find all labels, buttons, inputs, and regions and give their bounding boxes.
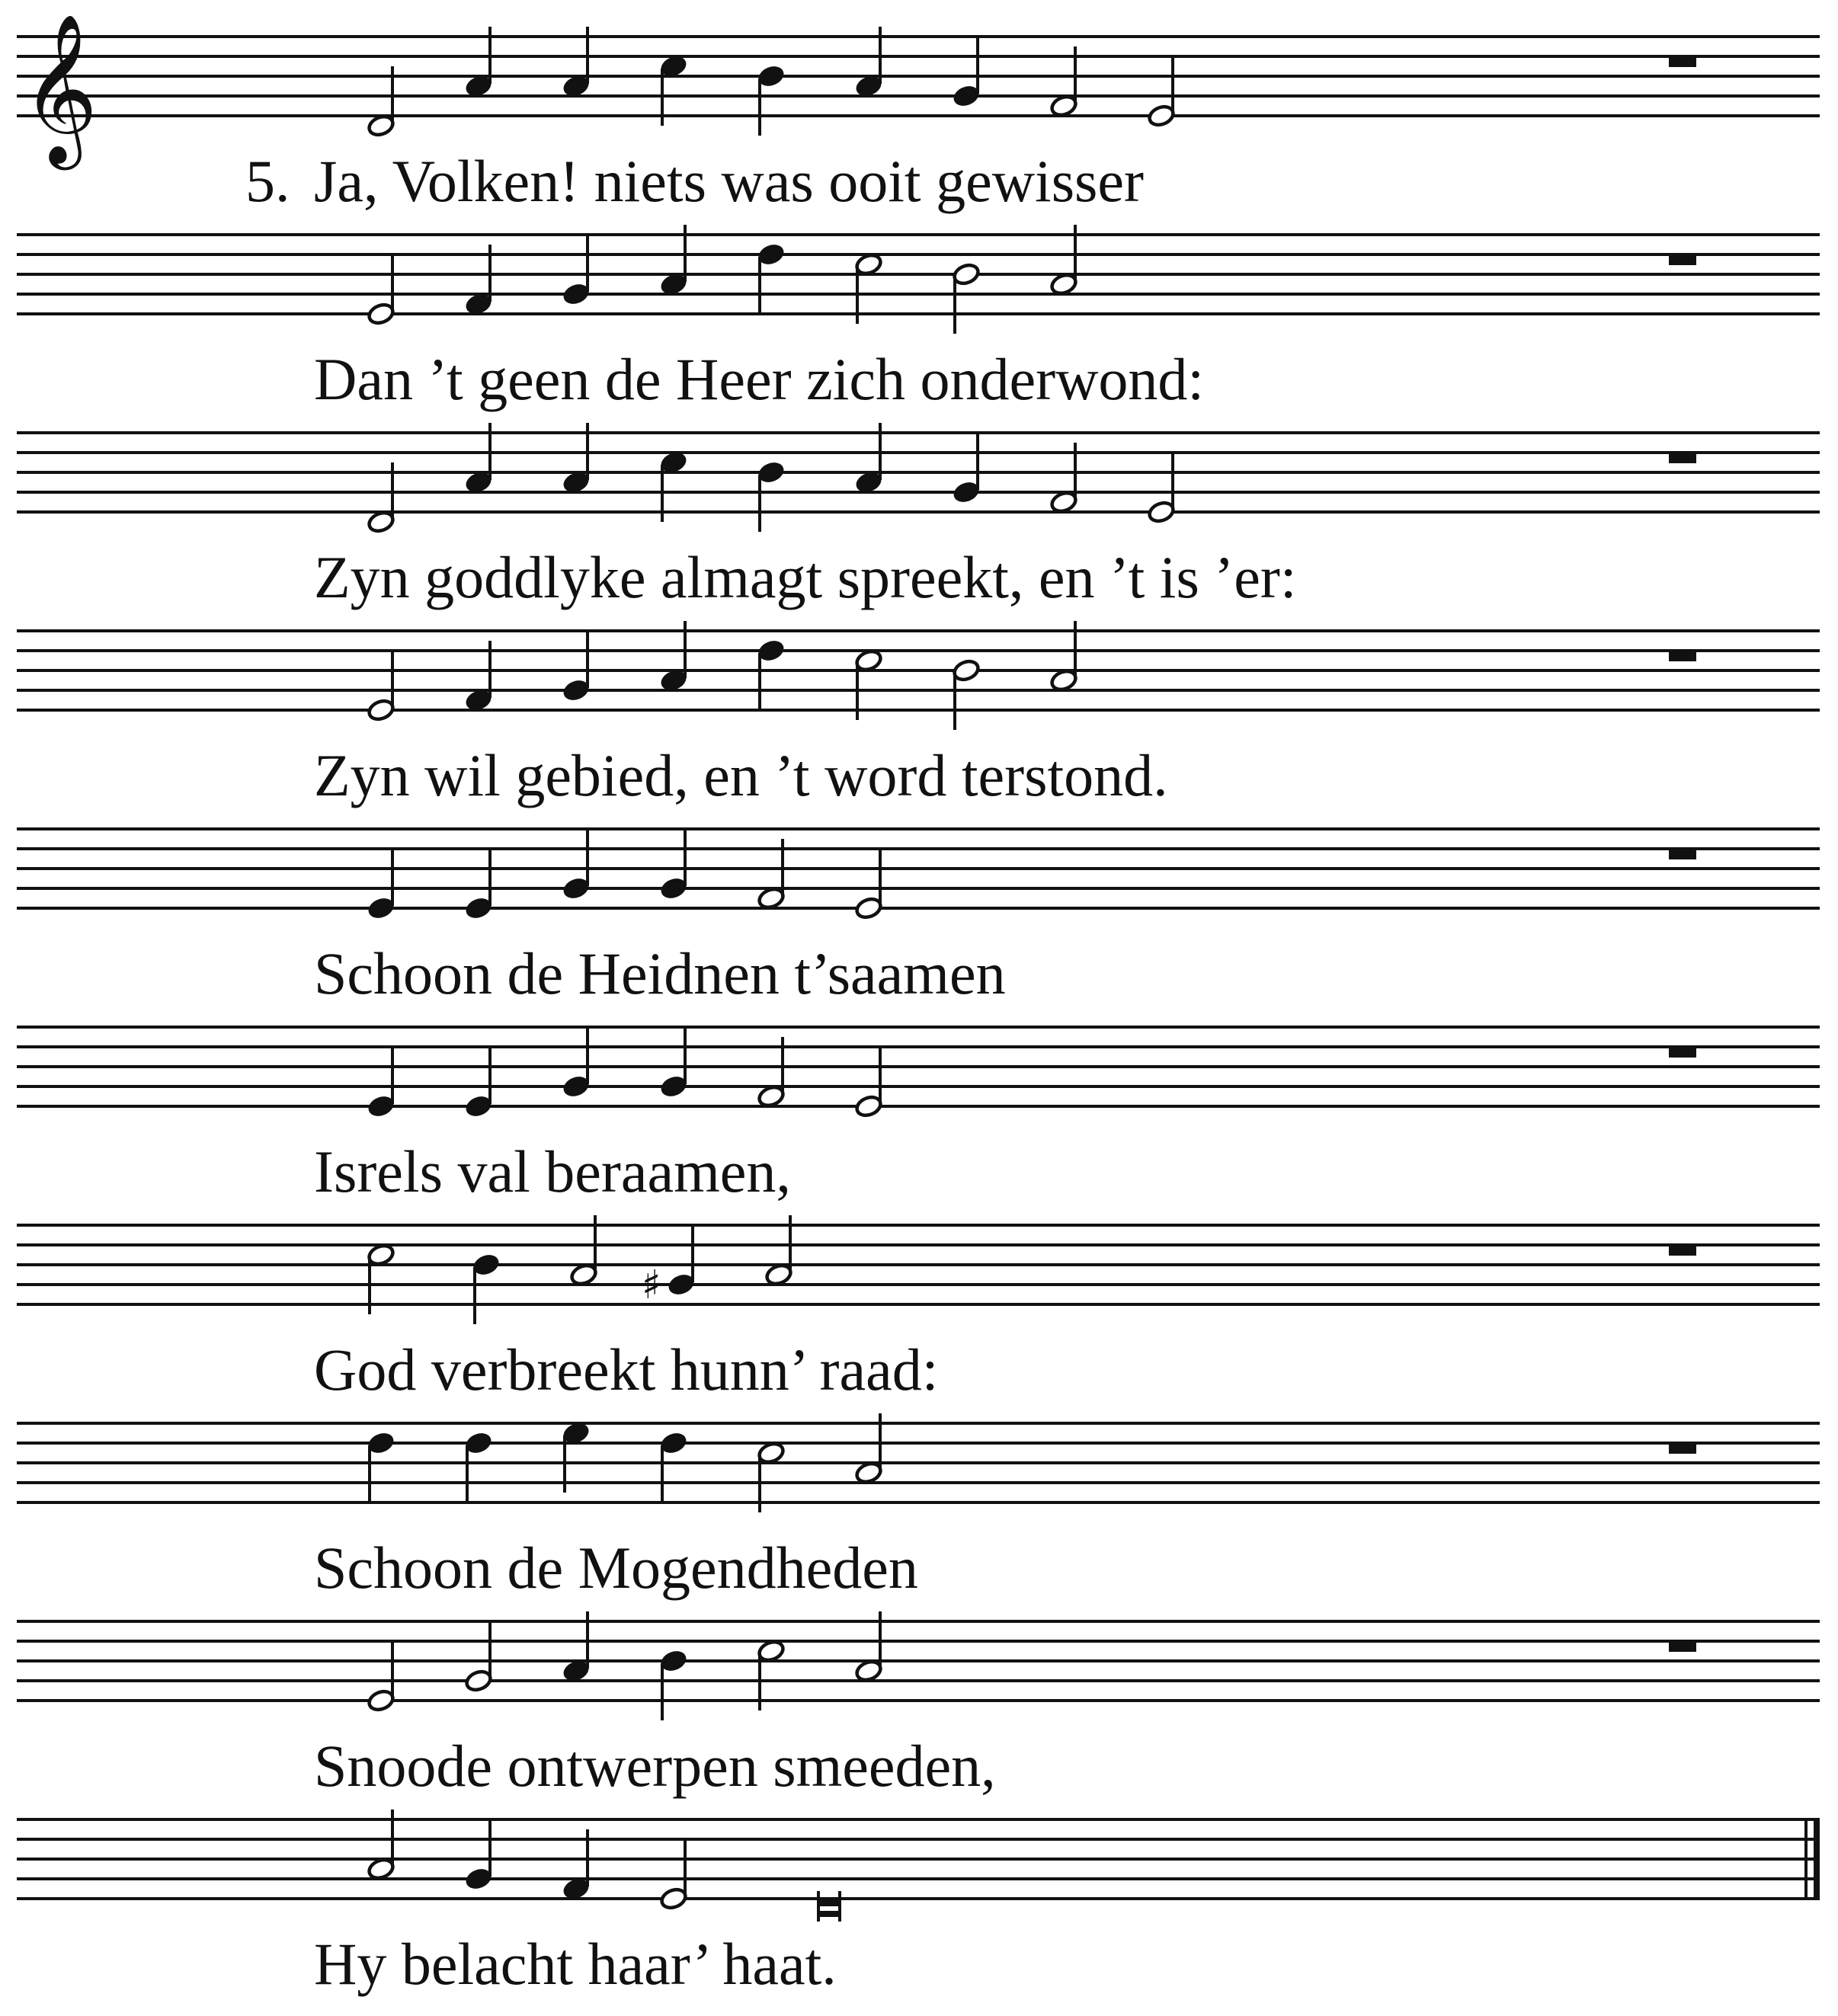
staff-system	[17, 423, 1820, 610]
staff-system	[17, 225, 1820, 412]
note	[659, 1431, 688, 1502]
lyric-line: Dan ’t geen de Heer zich onderwond:	[314, 346, 1205, 412]
note	[464, 849, 493, 920]
note	[562, 235, 591, 306]
note	[952, 433, 981, 504]
note	[472, 1253, 501, 1324]
half-rest-icon	[1669, 1246, 1696, 1256]
note	[464, 1621, 493, 1693]
breve-note	[818, 1900, 840, 1906]
staff-system	[17, 13, 1820, 214]
staff-system	[17, 829, 1820, 1006]
note	[659, 1839, 688, 1911]
lyric-line: Schoon de Heidnen t’saamen	[314, 940, 1006, 1006]
note	[642, 1225, 696, 1308]
note	[367, 849, 395, 920]
lyric-line: Ja, Volken! niets was ooit gewisser	[314, 148, 1144, 214]
half-rest-icon	[1669, 1445, 1696, 1454]
treble-clef-icon: 𝄞	[21, 13, 98, 164]
note	[367, 1431, 395, 1502]
verse-number: 5.	[245, 148, 290, 214]
note	[659, 1027, 688, 1099]
note	[562, 829, 591, 901]
staff-system	[17, 1413, 1820, 1601]
staff-system	[17, 621, 1820, 808]
note	[1147, 56, 1176, 128]
note	[757, 460, 786, 532]
note	[757, 638, 786, 710]
note	[952, 658, 981, 730]
half-rest-icon	[1669, 1643, 1696, 1652]
note	[952, 262, 981, 334]
note	[367, 1641, 395, 1713]
note	[854, 849, 883, 920]
note	[854, 1047, 883, 1118]
lyric-line: God verbreekt hunn’ raad:	[314, 1336, 939, 1403]
note	[367, 1047, 395, 1118]
half-rest-icon	[1669, 652, 1696, 661]
half-rest-icon	[1669, 58, 1696, 67]
note	[464, 1431, 493, 1502]
sharp-icon: ♯	[642, 1262, 661, 1308]
half-rest-icon	[1669, 850, 1696, 859]
lyric-line: Snoode ontwerpen smeeden,	[314, 1733, 996, 1799]
lyric-line: Isrels val beraamen,	[314, 1138, 791, 1205]
staff-system	[17, 1215, 1820, 1403]
note	[367, 254, 395, 326]
staff-system	[17, 1810, 1820, 1997]
note	[562, 631, 591, 702]
note	[1147, 453, 1176, 524]
lyric-line: Hy belacht haar’ haat.	[314, 1931, 837, 1997]
note	[464, 1047, 493, 1118]
half-rest-icon	[1669, 454, 1696, 463]
half-rest-icon	[1669, 1048, 1696, 1058]
staff-system	[17, 1611, 1820, 1799]
note	[659, 1649, 688, 1720]
note	[464, 1819, 493, 1891]
note	[757, 64, 786, 136]
note	[562, 1027, 591, 1099]
staff-system	[17, 1027, 1820, 1205]
breve-note	[818, 1911, 840, 1917]
note	[952, 37, 981, 108]
lyric-line: Zyn goddlyke almagt spreekt, en ’t is ’er:	[314, 544, 1297, 610]
note	[757, 242, 786, 314]
lyric-line: Schoon de Mogendheden	[314, 1534, 918, 1601]
lyric-line: Zyn wil gebied, en ’t word terstond.	[314, 742, 1168, 808]
half-rest-icon	[1669, 256, 1696, 265]
note	[659, 829, 688, 901]
note	[367, 651, 395, 722]
